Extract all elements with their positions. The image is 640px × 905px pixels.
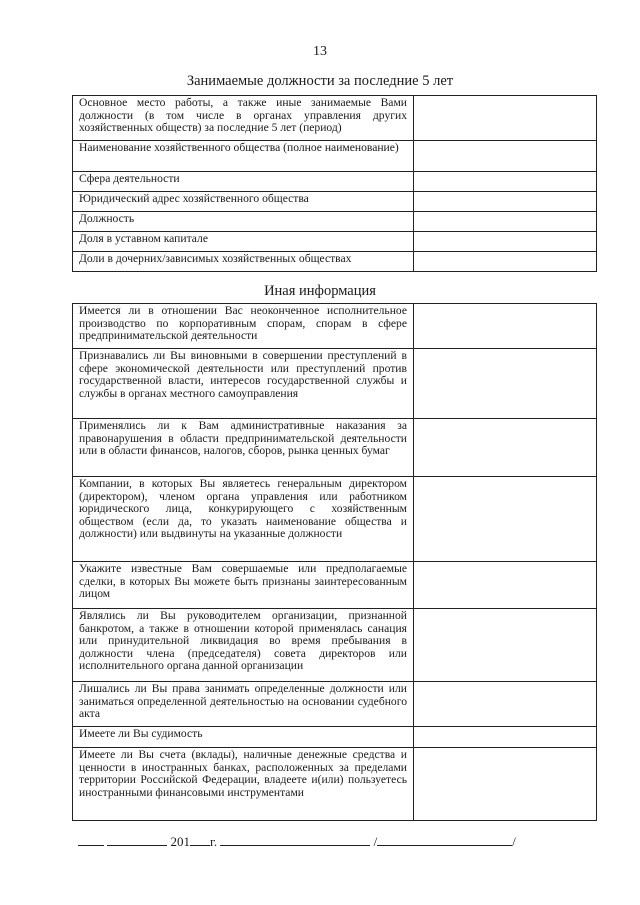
answer-cell[interactable]: [414, 349, 597, 419]
table-row: [73, 172, 597, 192]
table-row: [73, 192, 597, 212]
answer-cell[interactable]: [414, 212, 597, 232]
row-label: Имеете ли Вы судимость: [73, 727, 414, 748]
row-label: Признавались ли Вы виновными в совершении преступлений в сфере экономической деятельности или преступлений против государственной власти, интересов государственной службы и службы в органах местного самоуправления: [73, 349, 414, 419]
answer-cell[interactable]: [414, 477, 597, 562]
table-row: [73, 212, 597, 232]
month-blank[interactable]: [107, 833, 167, 846]
table-row: [73, 304, 597, 349]
answer-cell[interactable]: [414, 172, 597, 192]
answer-cell[interactable]: [414, 141, 597, 172]
positions-table: [72, 95, 597, 272]
name-blank[interactable]: [377, 833, 512, 846]
answer-cell[interactable]: [414, 609, 597, 682]
row-label: Компании, в которых Вы являетесь генеральным директором (директором), членом органа управления или работником юридического лица, конкурирующего с хозяйственным обществом (если да, то указать наименование общества и должности) или выдвинуты на указанные должности: [73, 477, 414, 562]
row-label: Юридический адрес хозяйственного общества: [73, 192, 414, 212]
answer-cell[interactable]: [414, 192, 597, 212]
answer-cell[interactable]: [414, 419, 597, 477]
table-row: [73, 477, 597, 562]
year-blank[interactable]: [190, 833, 210, 846]
row-label: Являлись ли Вы руководителем организации, признанной банкротом, а также в отношении которой применялась санация или принудительной ликвидация во время пребывания в должности члена (председателя) совета директоров или исполнительного органа данной организации: [73, 609, 414, 682]
table-row: [73, 96, 597, 141]
row-label: Укажите известные Вам совершаемые или предполагаемые сделки, в которых Вы можете быть признаны заинтересованным лицом: [73, 562, 414, 609]
answer-cell[interactable]: [414, 727, 597, 748]
table-row: [73, 682, 597, 727]
row-label: Должность: [73, 212, 414, 232]
row-label: Сфера деятельности: [73, 172, 414, 192]
answer-cell[interactable]: [414, 562, 597, 609]
row-label: Имеете ли Вы счета (вклады), наличные денежные средства и ценности в иностранных банках, расположенных за пределами территории Российской Федерации, владеете и(или) пользуетесь иностранными финансовыми инструментами: [73, 748, 414, 821]
year-suffix: г.: [210, 834, 218, 849]
positions-section-title: Занимаемые должности за последние 5 лет: [186, 73, 454, 89]
answer-cell[interactable]: [414, 304, 597, 349]
table-row: [73, 609, 597, 682]
answer-cell[interactable]: [414, 252, 597, 272]
answer-cell[interactable]: [414, 96, 597, 141]
table-row: [73, 252, 597, 272]
row-label: Применялись ли к Вам административные наказания за правонарушения в области предпринимательской деятельности или в области финансов, налогов, сборов, рынка ценных бумаг: [73, 419, 414, 477]
table-row: [73, 419, 597, 477]
answer-cell[interactable]: [414, 232, 597, 252]
table-row: [73, 141, 597, 172]
table-row: [73, 748, 597, 821]
row-label: Доли в дочерних/зависимых хозяйственных обществах: [73, 252, 414, 272]
table-row: [73, 349, 597, 419]
slash-right: /: [512, 834, 516, 849]
answer-cell[interactable]: [414, 748, 597, 821]
other-info-table: [72, 303, 597, 821]
row-label: Основное место работы, а также иные занимаемые Вами должности (в том числе в органах управления других хозяйственных обществ) за последние 5 лет (период): [73, 96, 414, 141]
row-label: Имеется ли в отношении Вас неоконченное исполнительное производство по корпоративным спорам, спорам в сфере предпринимательской деятельности: [73, 304, 414, 349]
row-label: Доля в уставном капитале: [73, 232, 414, 252]
signature-line: [78, 833, 516, 850]
year-prefix: 201: [170, 834, 190, 849]
other-info-section-title: Иная информация: [264, 283, 376, 299]
row-label: Наименование хозяйственного общества (полное наименование): [73, 141, 414, 172]
day-blank[interactable]: [78, 833, 104, 846]
answer-cell[interactable]: [414, 682, 597, 727]
table-row: [73, 232, 597, 252]
page-number: 13: [313, 44, 327, 59]
table-row: [73, 562, 597, 609]
signature-blank[interactable]: [220, 833, 370, 846]
table-row: [73, 727, 597, 748]
row-label: Лишались ли Вы права занимать определенные должности или заниматься определенной деятельностью на основании судебного акта: [73, 682, 414, 727]
slash-left: /: [373, 834, 378, 849]
